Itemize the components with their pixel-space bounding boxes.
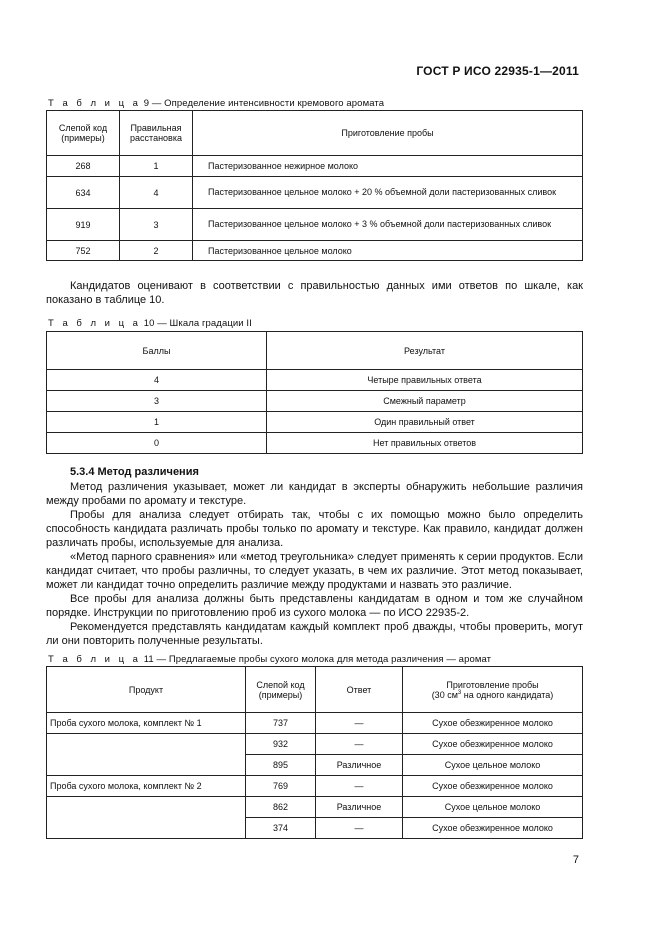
table9-order: 3 [120, 209, 193, 241]
table9 [46, 110, 583, 261]
table10-caption-prefix: Т а б л и ц а [48, 318, 141, 329]
table9-prep: Пастеризованное цельное молоко [193, 241, 583, 261]
table11-caption-text: 11 — Предлагаемые пробы сухого молока для метода различения — аромат [143, 654, 492, 665]
table9-prep: Пастеризованное цельное молоко + 3 % объемной доли пастеризованных сливок [193, 209, 583, 241]
table11-answer: — [316, 734, 403, 755]
table-row [47, 412, 583, 433]
table10-result: Нет правильных ответов [267, 433, 583, 454]
table10-header-row [47, 332, 583, 370]
table11-code: 737 [246, 713, 316, 734]
table10-score: 4 [47, 370, 267, 391]
table11-product: Проба сухого молока, комплект № 1 [47, 713, 246, 734]
table-row [47, 776, 583, 797]
table11-header-prep-note [406, 690, 579, 700]
table11-header-answer: Ответ [316, 667, 403, 713]
table11-header-prep [403, 667, 583, 713]
table10-header-result: Результат [267, 332, 583, 370]
table9-header-prep: Приготовление пробы [193, 111, 583, 156]
table-row [47, 713, 583, 734]
prep-note-end: на одного кандидата) [461, 689, 554, 700]
table9-caption [48, 98, 384, 109]
section-paragraph: Все пробы для анализа должны быть представлены кандидатам в одном и том же случайном порядке. Инструкции по приготовлению проб из сухого молока — по ИСО 22935-2. [46, 593, 583, 619]
table11-product-continued [47, 755, 246, 776]
table9-header-order: Правильная расстановка [120, 111, 193, 156]
prep-note-start: (30 см [431, 689, 458, 700]
table11-caption [48, 654, 491, 665]
table11-product-continued [47, 734, 246, 755]
table10-score: 1 [47, 412, 267, 433]
section-paragraph: Рекомендуется представлять кандидатам каждый комплект проб дважды, чтобы проверить, могут ли они повторить полученные результаты. [46, 621, 583, 647]
table11-caption-prefix: Т а б л и ц а [48, 654, 141, 665]
table11-prep: Сухое цельное молоко [403, 755, 583, 776]
table10 [46, 331, 583, 454]
table11 [46, 666, 583, 839]
table11-code: 895 [246, 755, 316, 776]
table10-result: Четыре правильных ответа [267, 370, 583, 391]
table-row [47, 177, 583, 209]
table9-caption-prefix: Т а б л и ц а [48, 98, 141, 109]
page-number: 7 [572, 854, 579, 866]
table9-code: 752 [47, 241, 120, 261]
table11-answer: — [316, 776, 403, 797]
paragraph-table10-ref: Кандидатов оценивают в соответствии с правильностью данных ими ответов по шкале, как показано в таблице 10. [46, 280, 583, 306]
table-row [47, 797, 583, 818]
table-row [47, 433, 583, 454]
table10-caption-text: 10 — Шкала градации II [143, 318, 252, 329]
table11-code: 769 [246, 776, 316, 797]
table11-answer: — [316, 713, 403, 734]
table-row [47, 209, 583, 241]
table9-code: 919 [47, 209, 120, 241]
table11-product-continued [47, 797, 246, 818]
table9-prep: Пастеризованное цельное молоко + 20 % объемной доли пастеризованных сливок [193, 177, 583, 209]
table-row [47, 241, 583, 261]
table10-score: 3 [47, 391, 267, 412]
table10-header-score: Баллы [47, 332, 267, 370]
section-5-3-4 [46, 465, 583, 648]
table11-code: 862 [246, 797, 316, 818]
table-row [47, 156, 583, 177]
table9-code: 634 [47, 177, 120, 209]
table11-code: 374 [246, 818, 316, 839]
table11-answer: — [316, 818, 403, 839]
table9-code: 268 [47, 156, 120, 177]
table11-prep: Сухое обезжиренное молоко [403, 776, 583, 797]
table11-prep: Сухое обезжиренное молоко [403, 713, 583, 734]
prep-note-superscript: 3 [457, 689, 462, 696]
document-header: ГОСТ Р ИСО 22935-1—2011 [416, 64, 579, 78]
table11-prep: Сухое обезжиренное молоко [403, 734, 583, 755]
table9-order: 2 [120, 241, 193, 261]
table11-header-row [47, 667, 583, 713]
table-row [47, 391, 583, 412]
section-heading: 5.3.4 Метод различения [70, 466, 199, 478]
table-row [47, 818, 583, 839]
table10-result: Один правильный ответ [267, 412, 583, 433]
table-row [47, 734, 583, 755]
table11-header-product: Продукт [47, 667, 246, 713]
section-paragraph: «Метод парного сравнения» или «метод треугольника» следует применять к серии продуктов. Если кандидат считает, что пробы различны, то следует указать, в чем их различие. Этот метод показывает, может ли кандидат точно определить различие между продуктами и назвать это различие. [46, 551, 583, 591]
section-paragraph: Пробы для анализа следует отбирать так, чтобы с их помощью можно было определить способность кандидата различать пробы только по аромату и текстуре. Как правило, кандидат должен различать пробы, используемые для анализа. [46, 509, 583, 549]
table11-prep: Сухое цельное молоко [403, 797, 583, 818]
table-row [47, 755, 583, 776]
table9-header-code: Слепой код (примеры) [47, 111, 120, 156]
table11-answer: Различное [316, 755, 403, 776]
table11-header-code: Слепой код (примеры) [246, 667, 316, 713]
table9-caption-text: 9 — Определение интенсивности кремового аромата [143, 98, 385, 109]
table10-result: Смежный параметр [267, 391, 583, 412]
table9-prep: Пастеризованное нежирное молоко [193, 156, 583, 177]
table-row [47, 370, 583, 391]
table11-answer: Различное [316, 797, 403, 818]
table11-product: Проба сухого молока, комплект № 2 [47, 776, 246, 797]
table10-score: 0 [47, 433, 267, 454]
table11-code: 932 [246, 734, 316, 755]
table11-header-prep-title: Приготовление пробы [446, 679, 539, 690]
table11-product-continued [47, 818, 246, 839]
section-paragraph: Метод различения указывает, может ли кандидат в эксперты обнаружить небольшие различия между пробами по аромату и текстуре. [46, 481, 583, 507]
table9-order: 4 [120, 177, 193, 209]
table9-order: 1 [120, 156, 193, 177]
table11-prep: Сухое обезжиренное молоко [403, 818, 583, 839]
table10-caption [48, 318, 252, 329]
table9-header-row [47, 111, 583, 156]
